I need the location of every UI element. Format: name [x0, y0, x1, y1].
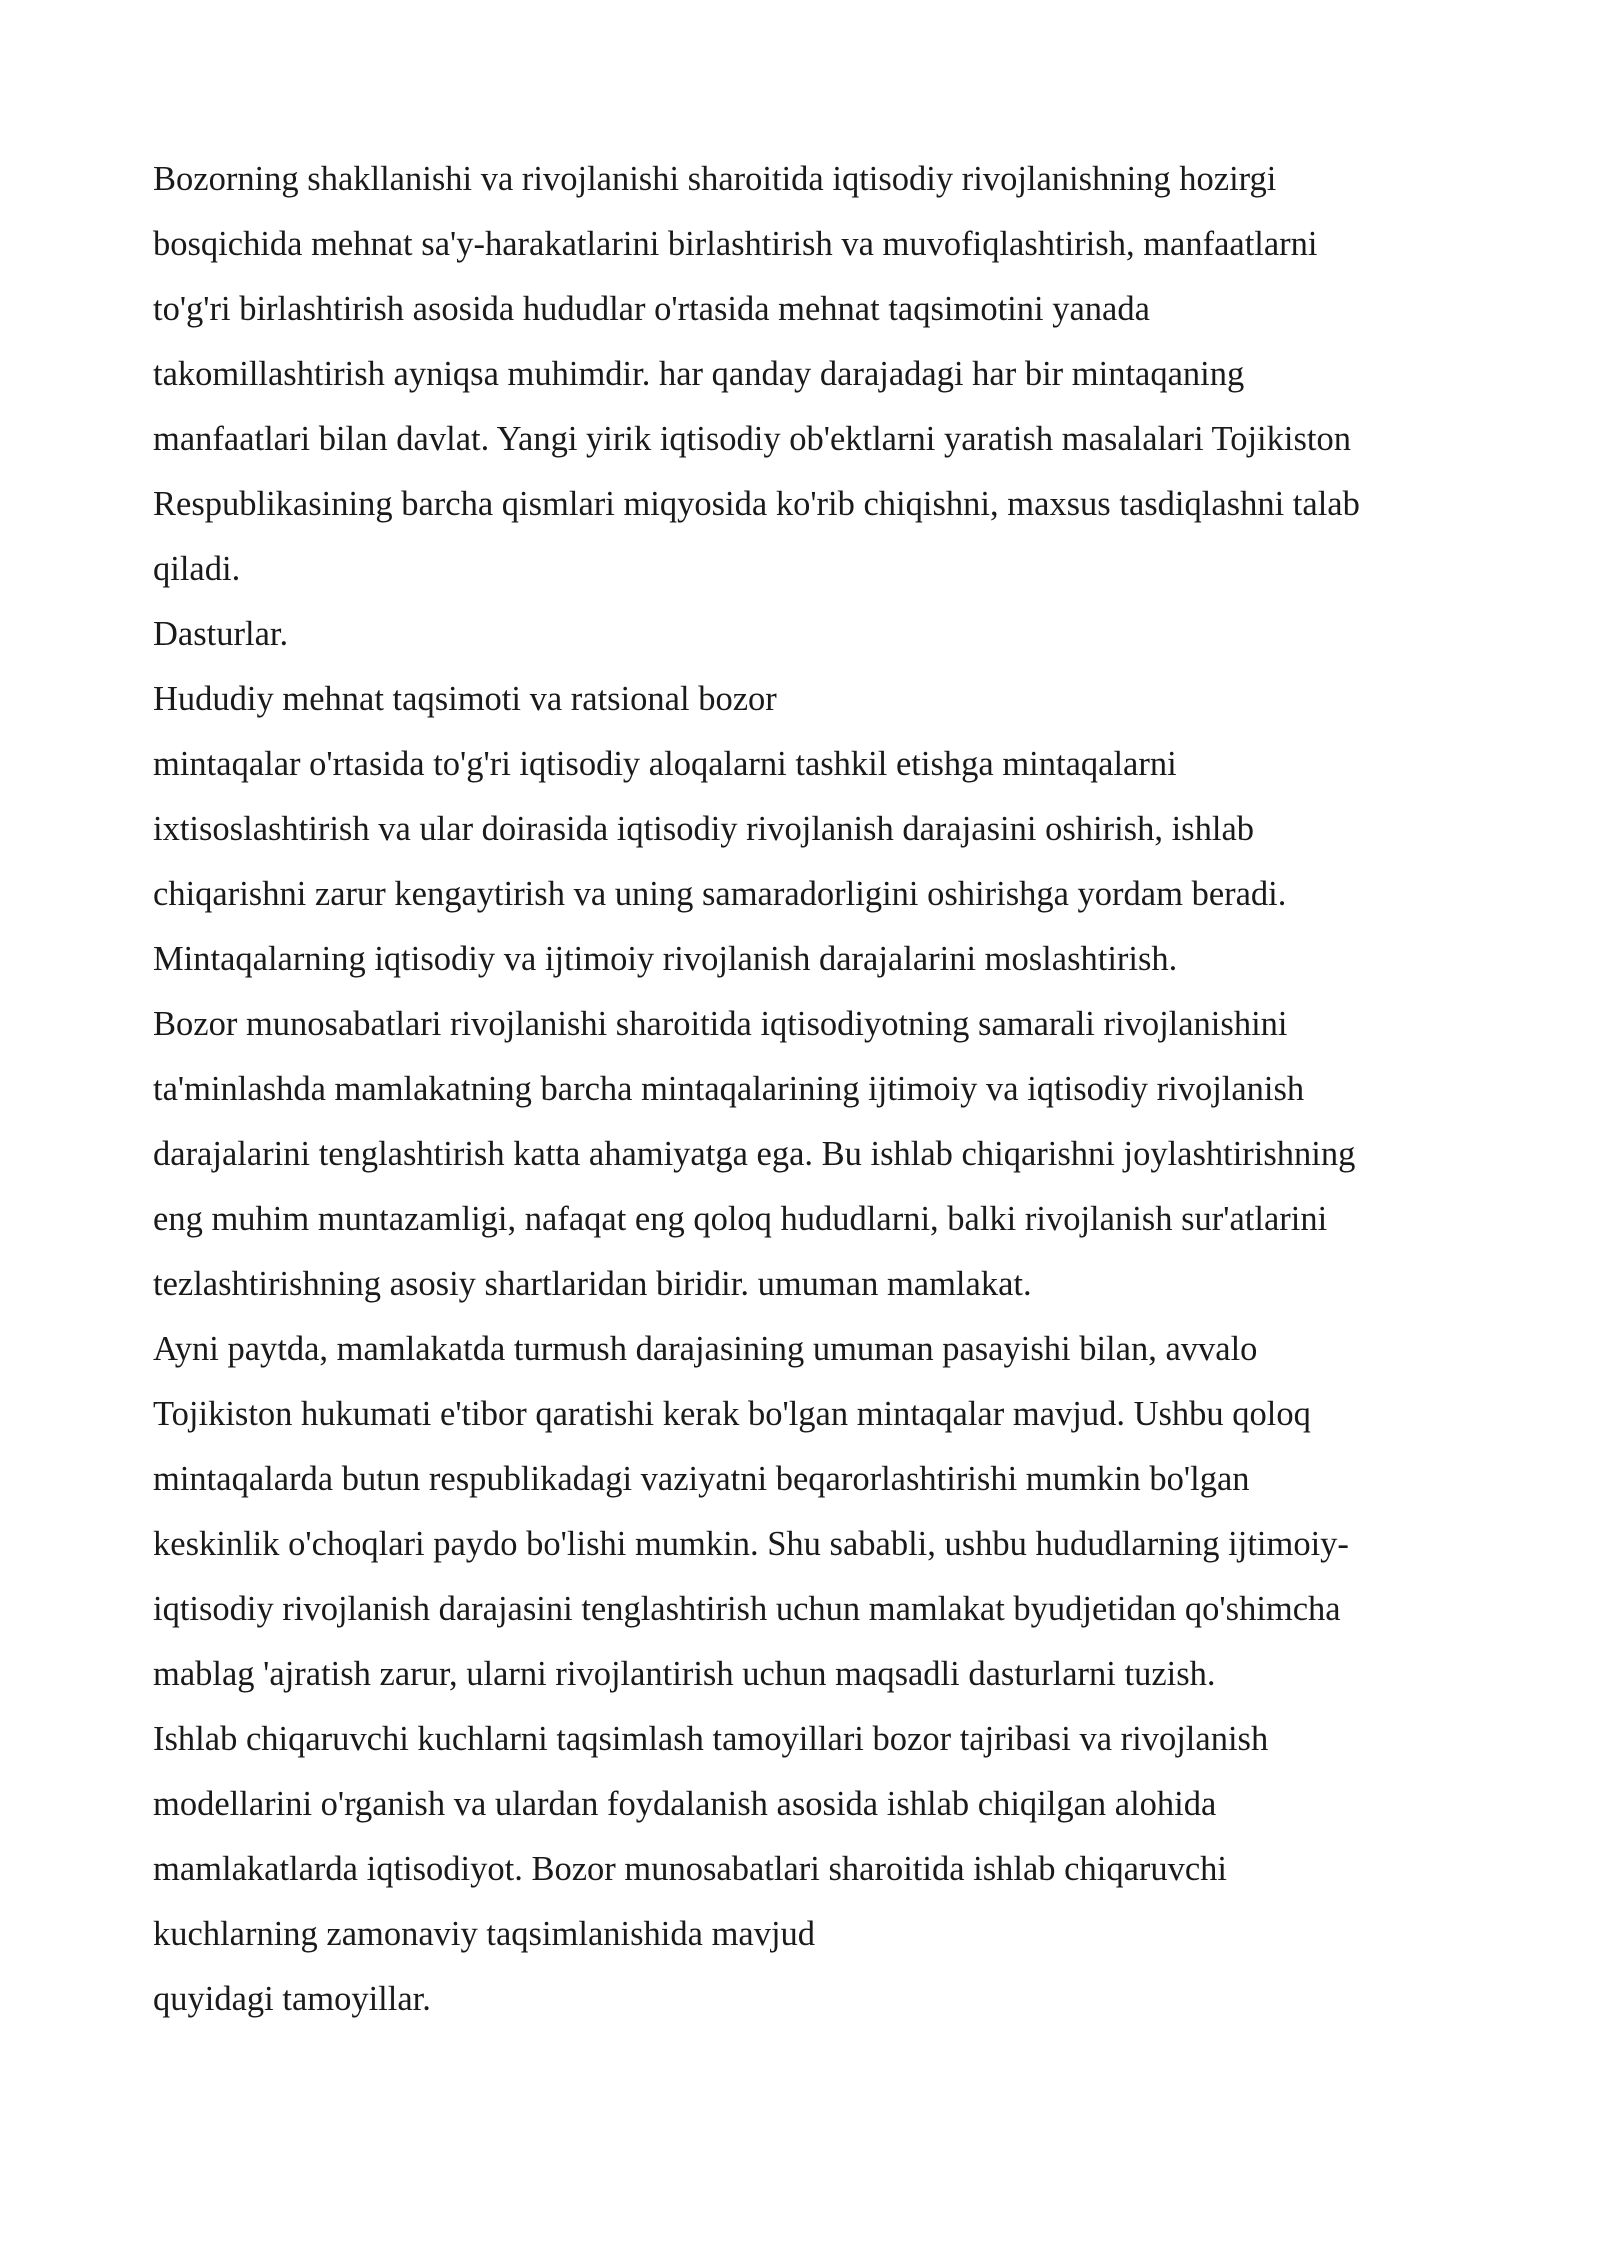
- text-line: Bozor munosabatlari rivojlanishi sharoitida iqtisodiyotning samarali rivojlanishini: [153, 1005, 1288, 1043]
- text-line: eng muhim muntazamligi, nafaqat eng qoloq hududlarni, balki rivojlanish sur'atlarini: [153, 1200, 1328, 1238]
- text-line: darajalarini tenglashtirish katta ahamiyatga ega. Bu ishlab chiqarishni joylashtirishning: [153, 1135, 1356, 1173]
- text-line: ta'minlashda mamlakatning barcha mintaqalarining ijtimoiy va iqtisodiy rivojlanish: [153, 1070, 1305, 1108]
- text-line: quyidagi tamoyillar.: [153, 1980, 431, 2018]
- text-line: mintaqalarda butun respublikadagi vaziyatni beqarorlashtirishi mumkin bo'lgan: [153, 1460, 1250, 1498]
- document-body: [153, 147, 1483, 2032]
- text-line: mintaqalar o'rtasida to'g'ri iqtisodiy aloqalarni tashkil etishga mintaqalarni: [153, 745, 1177, 783]
- text-line: Ayni paytda, mamlakatda turmush darajasining umuman pasayishi bilan, avvalo: [153, 1330, 1258, 1368]
- text-line: Bozorning shakllanishi va rivojlanishi sharoitida iqtisodiy rivojlanishning hozirgi: [153, 160, 1277, 198]
- text-line: takomillashtirish ayniqsa muhimdir. har qanday darajadagi har bir mintaqaning: [153, 355, 1245, 393]
- text-line: iqtisodiy rivojlanish darajasini tenglashtirish uchun mamlakat byudjetidan qo'shimcha: [153, 1590, 1341, 1628]
- text-line: Dasturlar.: [153, 615, 289, 653]
- text-line: kuchlarning zamonaviy taqsimlanishida mavjud: [153, 1915, 816, 1953]
- text-line: Hududiy mehnat taqsimoti va ratsional bozor: [153, 680, 777, 718]
- text-line: bosqichida mehnat sa'y-harakatlarini birlashtirish va muvofiqlashtirish, manfaatlarni: [153, 225, 1318, 263]
- text-line: modellarini o'rganish va ulardan foydalanish asosida ishlab chiqilgan alohida: [153, 1785, 1217, 1823]
- text-line: chiqarishni zarur kengaytirish va uning samaradorligini oshirishga yordam beradi.: [153, 875, 1287, 913]
- text-line: manfaatlari bilan davlat. Yangi yirik iqtisodiy ob'ektlarni yaratish masalalari Tojikiston: [153, 420, 1351, 458]
- text-line: Mintaqalarning iqtisodiy va ijtimoiy rivojlanish darajalarini moslashtirish.: [153, 940, 1178, 978]
- text-line: mablag 'ajratish zarur, ularni rivojlantirish uchun maqsadli dasturlarni tuzish.: [153, 1655, 1216, 1693]
- text-line: Respublikasining barcha qismlari miqyosida ko'rib chiqishni, maxsus tasdiqlashni talab: [153, 485, 1360, 523]
- text-line: Tojikiston hukumati e'tibor qaratishi kerak bo'lgan mintaqalar mavjud. Ushbu qoloq: [153, 1395, 1311, 1433]
- text-line: Ishlab chiqaruvchi kuchlarni taqsimlash tamoyillari bozor tajribasi va rivojlanish: [153, 1720, 1269, 1758]
- text-line: tezlashtirishning asosiy shartlaridan biridir. umuman mamlakat.: [153, 1265, 1032, 1303]
- text-line: mamlakatlarda iqtisodiyot. Bozor munosabatlari sharoitida ishlab chiqaruvchi: [153, 1850, 1228, 1888]
- text-line: keskinlik o'choqlari paydo bo'lishi mumkin. Shu sababli, ushbu hududlarning ijtimoiy-: [153, 1525, 1349, 1563]
- text-line: qiladi.: [153, 550, 241, 588]
- text-line: to'g'ri birlashtirish asosida hududlar o'rtasida mehnat taqsimotini yanada: [153, 290, 1150, 328]
- text-line: ixtisoslashtirish va ular doirasida iqtisodiy rivojlanish darajasini oshirish, ishlab: [153, 810, 1255, 848]
